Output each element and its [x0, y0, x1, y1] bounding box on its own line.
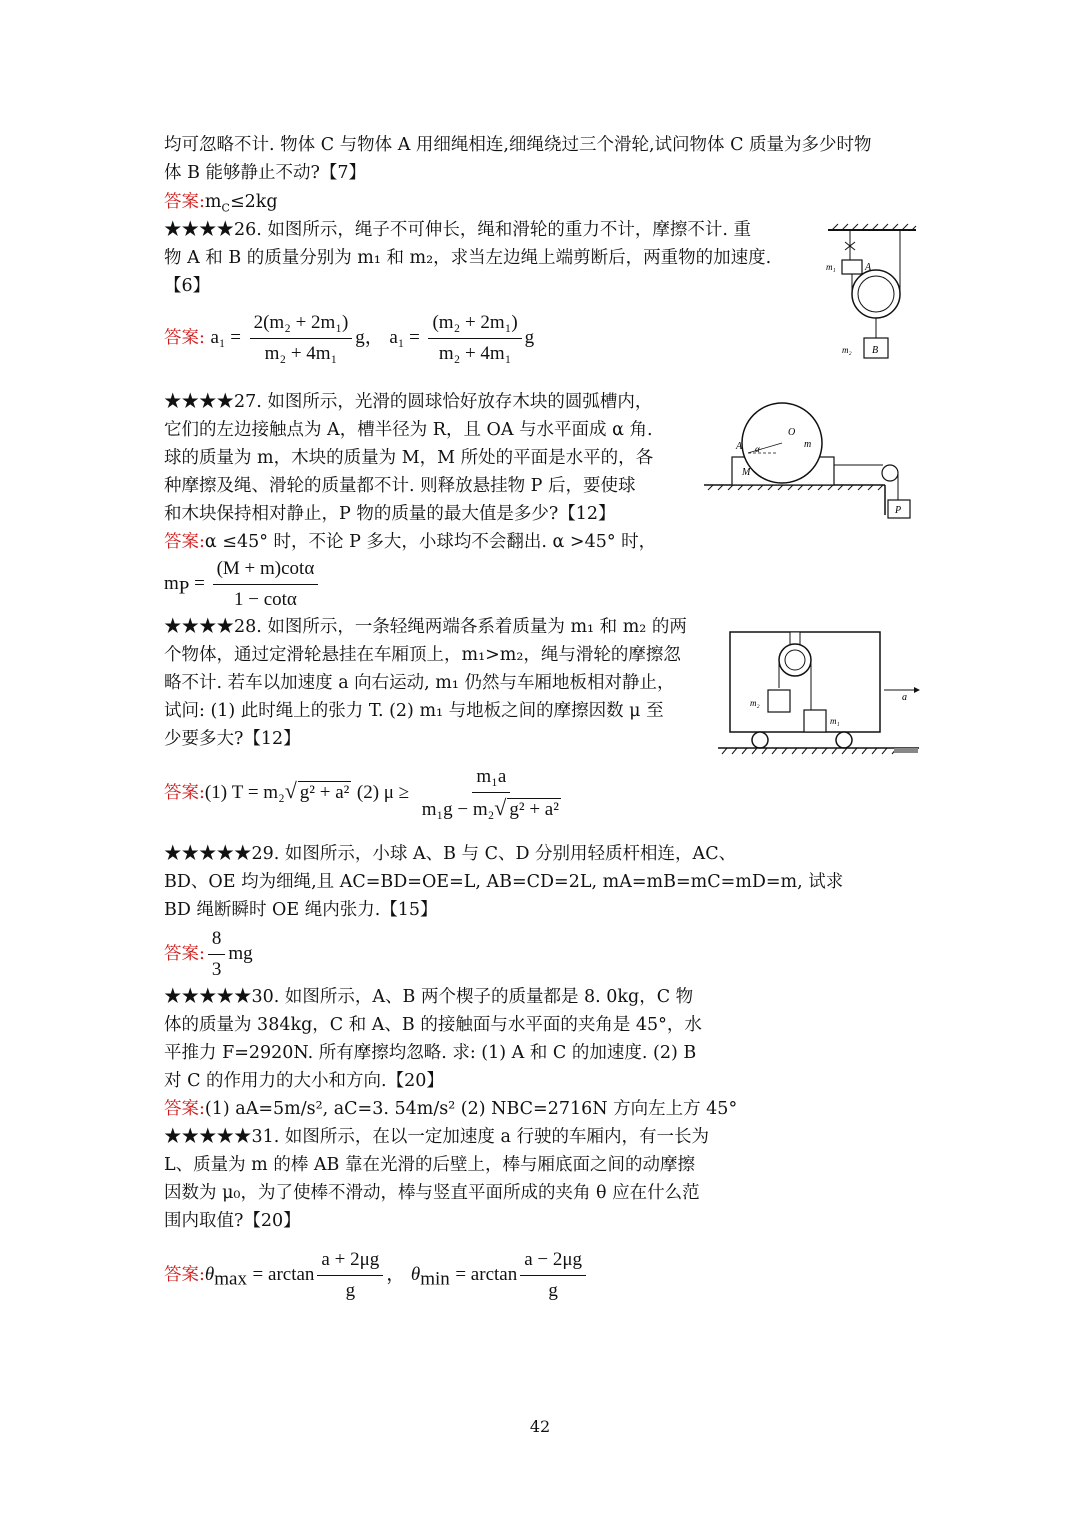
fraction — [520, 1247, 586, 1304]
figure-28-car — [714, 628, 924, 763]
theta-max: θ — [204, 1264, 215, 1285]
question-29-line: BD 绳断瞬时 OE 绳内张力.【15】 — [164, 900, 438, 920]
formula-lhs: m — [164, 573, 179, 594]
fraction-denominator: 1 − cotα — [233, 589, 297, 610]
answer-30 — [164, 1095, 737, 1123]
answer-label: 答案: — [164, 1265, 205, 1285]
answer-31 — [164, 1247, 589, 1304]
fraction — [418, 764, 565, 823]
fraction-numerator: (m₂ + 2m₁) — [428, 310, 521, 339]
text-line: 均可忽略不计. 物体 C 与物体 A 用细绳相连,细绳绕过三个滑轮,试问物体 C 质量为多少时物 — [164, 135, 872, 155]
page-number: 42 — [529, 1417, 551, 1436]
label-A: A — [865, 262, 872, 273]
question-31-line: L、质量为 m 的棒 AB 靠在光滑的后壁上，棒与厢底面之间的动摩擦 — [164, 1155, 695, 1175]
label-a: a — [902, 692, 907, 703]
arctan: = arctan — [455, 1264, 518, 1285]
label-M: M — [742, 467, 751, 478]
answer-label: 答案: — [164, 192, 205, 212]
label-B: B — [872, 345, 879, 356]
sqrt-radicand: g² + a² — [299, 782, 350, 803]
formula-part: (2) μ ≥ — [356, 782, 410, 803]
fraction-numerator: 8 — [208, 926, 226, 955]
fraction-denominator: 3 — [211, 959, 222, 980]
answer-text: α ≤45° 时，不论 P 多大，小球均不会翻出. α >45° 时， — [204, 532, 657, 552]
question-30-line: 体的质量为 384kg，C 和 A、B 的接触面与水平面的夹角是 45°，水 — [164, 1015, 702, 1035]
label-P: P — [895, 505, 902, 516]
fraction-numerator: a − 2μg — [520, 1247, 586, 1276]
label-m1: m₁ — [826, 262, 836, 272]
question-27-line: 和木块保持相对静止，P 物的质量的最大值是多少?【12】 — [164, 504, 616, 524]
label-m2: m₂ — [750, 698, 760, 708]
question-31-line: 因数为 μ₀，为了使棒不滑动，棒与竖直平面所成的夹角 θ 应在什么范 — [164, 1183, 700, 1203]
answer-label: 答案: — [164, 532, 205, 552]
question-29-line: BD、OE 均为细绳,且 AC=BD=OE=L, AB=CD=2L, mA=mB=mC=mD=m, 试求 — [164, 872, 844, 892]
label-alpha: α — [755, 444, 760, 454]
theta-min-sub: min — [420, 1268, 450, 1290]
figure-26-pulley — [818, 222, 918, 367]
answer-value-sub: C — [221, 201, 230, 215]
formula-separator: ， — [364, 327, 384, 348]
fraction — [428, 310, 521, 367]
arctan: = arctan — [252, 1264, 315, 1285]
answer-label: 答案: — [164, 944, 205, 964]
question-28-line: ★★★★28. 如图所示，一条轻绳两端各系着质量为 m₁ 和 m₂ 的两 — [164, 617, 687, 637]
question-30-line: 平推力 F=2920N. 所有摩擦均忽略. 求: (1) A 和 C 的加速度. (2) B — [164, 1043, 697, 1063]
text-line: 体 B 能够静止不动?【7】 — [164, 163, 367, 183]
formula-lhs-sub: P — [178, 577, 190, 599]
fraction — [250, 310, 353, 367]
question-28-line: 试问: (1) 此时绳上的张力 T. (2) m₁ 与地板之间的摩擦因数 μ 至 — [164, 701, 664, 721]
fraction-numerator: m₁a — [472, 764, 510, 793]
answer-27 — [164, 528, 656, 556]
fraction-denominator: m₂ + 4m₁ — [438, 343, 512, 364]
fraction — [317, 1247, 383, 1304]
question-29-line: ★★★★★29. 如图所示，小球 A、B 与 C、D 分别用轻质杆相连，AC、 — [164, 844, 737, 864]
answer-label: 答案: — [164, 328, 205, 348]
fraction-denominator: g — [548, 1280, 558, 1301]
question-28-line: 个物体，通过定滑轮悬挂在车厢顶上，m₁>m₂，绳与滑轮的摩擦忽 — [164, 645, 681, 665]
fraction-denominator: g — [345, 1280, 356, 1301]
question-28-line: 少要多大?【12】 — [164, 729, 301, 749]
question-31-line: 围内取值?【20】 — [164, 1211, 301, 1231]
answer-label: 答案: — [164, 783, 205, 803]
formula-lhs: a₁ = — [210, 327, 242, 348]
fraction-numerator: 2(m₂ + 2m₁) — [250, 310, 353, 339]
formula-part: (1) T = m₂ — [204, 782, 285, 803]
formula-tail: mg — [228, 943, 253, 964]
label-m2: m₂ — [842, 345, 852, 355]
question-30-line: 对 C 的作用力的大小和方向.【20】 — [164, 1071, 444, 1091]
fraction — [213, 556, 319, 613]
figure-27-ball-block — [700, 395, 920, 525]
fraction-numerator: (M + m)cotα — [213, 556, 319, 585]
question-26-line: 【6】 — [164, 276, 211, 296]
answer-label: 答案: — [164, 1099, 205, 1119]
question-26-line: 物 A 和 B 的质量分别为 m₁ 和 m₂，求当左边绳上端剪断后，两重物的加速度. — [164, 248, 772, 268]
question-31-line: ★★★★★31. 如图所示，在以一定加速度 a 行驶的车厢内，有一长为 — [164, 1127, 709, 1147]
question-27-line: ★★★★27. 如图所示，光滑的圆球恰好放存木块的圆弧槽内， — [164, 392, 653, 412]
answer-29 — [164, 926, 253, 983]
label-O: O — [788, 427, 796, 438]
answer-27-formula: $m_P$ = $\frac{(M + m)\cot\alpha}{1 - \cot\alpha}$ — [164, 556, 321, 613]
question-30-line: ★★★★★30. 如图所示，A、B 两个楔子的质量都是 8. 0kg，C 物 — [164, 987, 694, 1007]
question-26-line: ★★★★26. 如图所示，绳子不可伸长，绳和滑轮的重力不计，摩擦不计. 重 — [164, 220, 752, 240]
answer-value: m — [204, 192, 222, 212]
formula-lhs: a₁ = — [389, 327, 420, 348]
theta-min: θ — [410, 1264, 421, 1285]
question-27-line: 球的质量为 m，木块的质量为 M，M 所处的平面是水平的，各 — [164, 448, 654, 468]
answer-text: (1) aA=5m/s², aC=3. 54m/s² (2) NBC=2716N 方向左上方 45° — [204, 1099, 738, 1119]
formula-g: g — [355, 327, 365, 348]
label-m1: m₁ — [830, 716, 840, 726]
fraction-numerator: a + 2μg — [317, 1247, 383, 1276]
answer-28: 答案:(1) T = m₂√ g² + a² (2) μ ≥ $\frac{\text{m₁a}}{\text{m₁g − m₂√ g² + a²}}$ — [164, 764, 568, 823]
answer-26 — [164, 310, 534, 367]
question-27-line: 它们的左边接触点为 A，槽半径为 R，且 OA 与水平面成 α 角. — [164, 420, 653, 440]
fraction-denominator: m₁g − m₂√ g² + a² — [421, 795, 559, 820]
formula-separator: ， — [386, 1264, 406, 1285]
fraction — [208, 926, 226, 983]
formula-g: g — [524, 327, 535, 348]
fraction-denominator: m₂ + 4m₁ — [264, 343, 338, 364]
theta-max-sub: max — [214, 1268, 247, 1290]
label-m: m — [804, 439, 812, 450]
question-27-line: 种摩擦及绳、滑轮的质量都不计. 则释放悬挂物 P 后，要使球 — [164, 476, 636, 496]
question-28-line: 略不计. 若车以加速度 a 向右运动, m₁ 仍然与车厢地板相对静止， — [164, 673, 675, 693]
answer-value-tail: ≤2kg — [229, 192, 278, 212]
label-A: A — [736, 441, 743, 452]
